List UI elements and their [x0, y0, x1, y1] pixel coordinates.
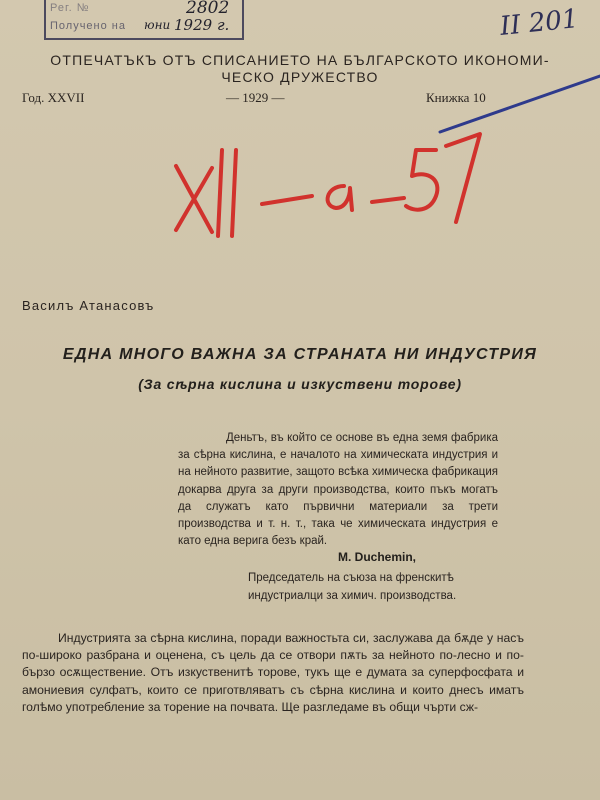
mark-dash1: [262, 196, 312, 204]
stamp-received-label: Получено на: [50, 20, 126, 32]
blue-pencil-stroke: [440, 76, 600, 132]
mark-5: [406, 150, 437, 210]
volume-label: Год. XXVII: [22, 90, 85, 105]
mark-i1: [218, 150, 222, 236]
issue-label: Книжка 10: [426, 90, 486, 105]
body-paragraph: Индустрията за сѣрна кислина, поради важностьта си, заслужава да бѫде у насъ по-широко разбрана и оценена, съ цель да се отвори пѫть за нейното по-лесно и по-бързо осѫществение. Отъ изкуственитѣ торове, тукъ ще е думата за суперфосфата и амониевия сулфатъ, които се приготвляватъ съ сѣрна кислина и които днесъ иматъ голѣмо употребление за торение на почвата. Ще разгледаме въ общи чърти сж-: [22, 631, 524, 714]
red-shelfmark: [176, 134, 480, 236]
mark-dash2: [372, 198, 404, 202]
article-title: ЕДНА МНОГО ВАЖНА ЗА СТРАНАТА НИ ИНДУСТРИЯ: [62, 346, 538, 363]
mark-i2: [232, 150, 236, 236]
stamp-registry-number: 2802: [186, 0, 230, 18]
stamp-registry-label: Рег. №: [50, 2, 90, 14]
author-name: Василъ Атанасовъ: [22, 298, 155, 313]
stamp-received-year: 1929 г.: [174, 16, 230, 34]
mark-x: [176, 166, 212, 232]
article-body: [22, 630, 524, 716]
shelf-number: II 201: [498, 3, 580, 43]
year-label: — 1929 —: [226, 90, 285, 105]
mark-7: [446, 134, 480, 222]
epigraph-text: Деньтъ, въ който се основе въ една земя фабрика за сѣрна кислина, е началото на химическата индустрия и на нейното развитие, защото всѣка химическа фабрикация докарва друга за други производства, които пъкъ могатъ да служатъ като първични материали за трети производства и т. н. т., така че химическата индустрия е като една верига безъ край.: [178, 432, 498, 548]
epigraph-signature-role: Председатель на съюза на френскитѣ индустриалци за химич. производства.: [248, 572, 457, 602]
epigraph: [178, 430, 498, 550]
journal-header-line1: ОТПЕЧАТЪКЪ ОТЪ СПИСАНИЕТО НА БЪЛГАРСКОТО ИКОНОМИ-: [50, 52, 550, 68]
epigraph-signature-name: M. Duchemin,: [338, 550, 417, 564]
mark-a: [328, 186, 352, 210]
journal-header-line2: ЧЕСКО ДРУЖЕСТВО: [221, 69, 379, 85]
article-subtitle: (За сѣрна кислина и изкуствени торове): [138, 376, 462, 392]
stamp-received-month: юни: [144, 18, 171, 32]
